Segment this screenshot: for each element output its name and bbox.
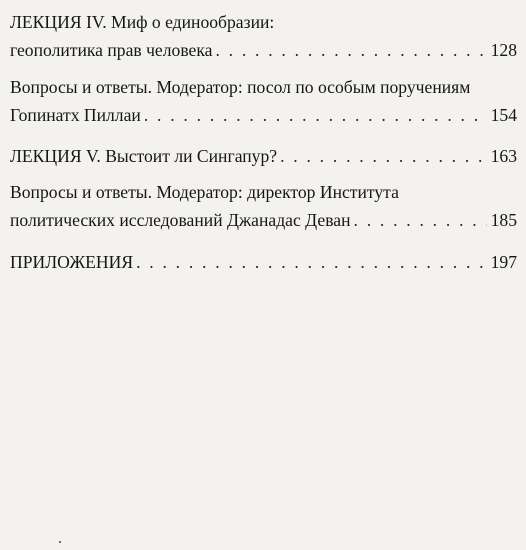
toc-page-number: 154	[490, 105, 517, 125]
toc-page-number: 185	[490, 210, 517, 230]
toc-page-number: 197	[490, 252, 517, 272]
dot-leader	[215, 36, 486, 64]
toc-entry-title-line: ЛЕКЦИЯ IV. Миф о единообразии:	[10, 12, 275, 32]
toc-page-number: 163	[490, 146, 517, 166]
toc-entry-title-line: ЛЕКЦИЯ V. Выстоит ли Сингапур?	[10, 146, 278, 166]
toc-entry-title-line: Вопросы и ответы. Модератор: директор Института	[10, 182, 399, 202]
toc-entry-appendices	[10, 248, 517, 276]
toc-entry-leader-row	[10, 36, 517, 64]
toc-entry-lecture-4	[10, 8, 517, 64]
toc-entry-qa-5	[10, 178, 517, 234]
table-of-contents	[10, 8, 517, 276]
toc-entry-title-line: геополитика прав человека	[10, 40, 213, 60]
toc-entry-leader-row	[10, 206, 517, 234]
toc-entry-title-line: ПРИЛОЖЕНИЯ	[10, 252, 134, 272]
dot-leader	[144, 101, 487, 129]
dot-leader	[136, 248, 487, 276]
dot-leader	[280, 142, 487, 170]
toc-entry-lecture-5	[10, 142, 517, 170]
toc-page-number: 128	[490, 40, 517, 60]
toc-entry-title-line: Гопинатх Пиллаи	[10, 105, 141, 125]
toc-entry-qa-4	[10, 73, 517, 129]
toc-entry-title-line: политических исследований Джанадас Деван	[10, 210, 351, 230]
paper-speck	[59, 541, 61, 543]
toc-entry-leader-row	[10, 101, 517, 129]
toc-entry-leader-row	[10, 142, 517, 170]
toc-entry-title-line: Вопросы и ответы. Модератор: посол по особым поручениям	[10, 77, 471, 97]
dot-leader	[354, 206, 487, 234]
toc-entry-leader-row	[10, 248, 517, 276]
